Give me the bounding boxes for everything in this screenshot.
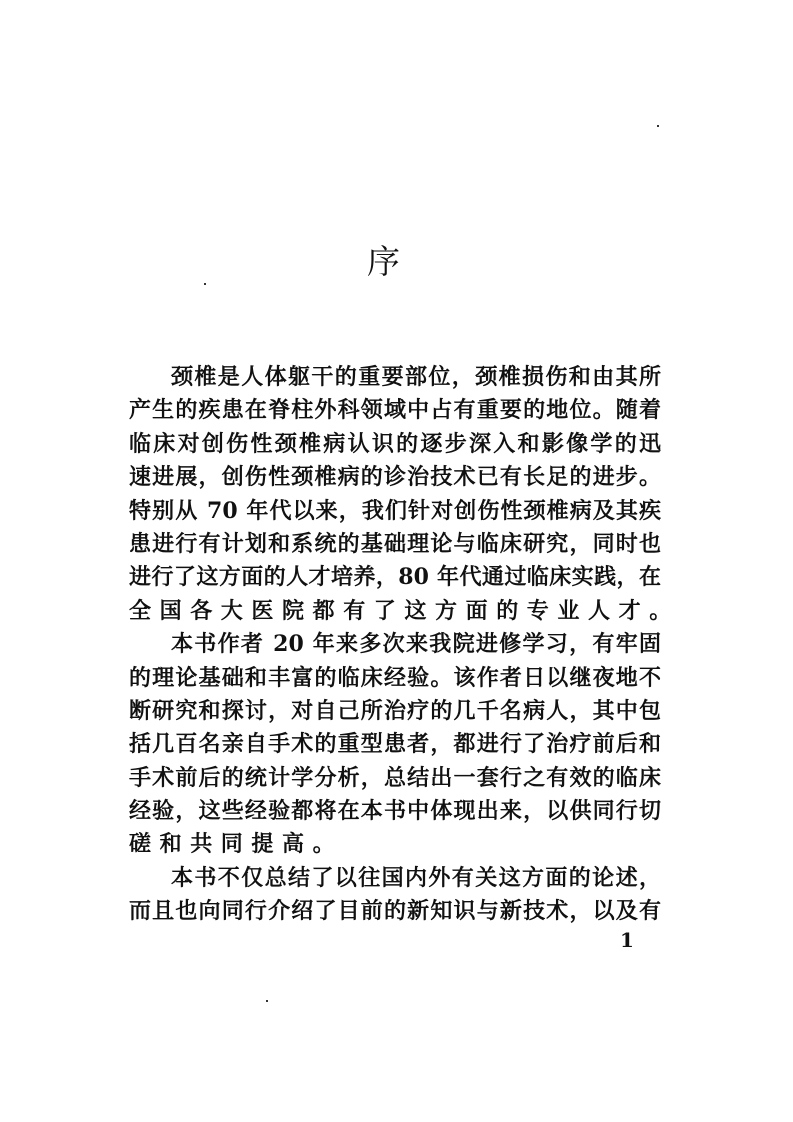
text-line: 本书作者 20 年来多次来我院进修学习，有牢固 [171,631,661,658]
text-line: 颈椎是人体躯干的重要部位，颈椎损伤和由其所 [171,364,661,390]
paragraph-1 [129,361,680,628]
page-title: 序 [367,242,402,281]
text-line: 速进展，创伤性颈椎病的诊治技术已有长足的进步。 [129,464,661,491]
text-line: 经验，这些经验都将在本书中体现出来，以供同行切 [129,798,661,825]
text-line: 断研究和探讨，对自己所治疗的几千名病人，其中包 [129,697,661,724]
scan-speck [266,1000,268,1002]
text-line: 括几百名亲自手术的重型患者，都进行了治疗前后和 [129,731,661,758]
text-line: 患进行有计划和系统的基础理论与临床研究，同时也 [129,530,661,557]
text-line: 全国各大医院都有了这方面的专业人才。 [129,597,680,624]
text-line: 手术前后的统计学分析，总结出一套行之有效的临床 [129,764,661,791]
paragraph-3 [129,862,661,929]
preface-body [129,361,680,929]
text-line: 临床对创伤性颈椎病认识的逐步深入和影像学的迅 [129,430,661,457]
page-number: 1 [620,928,634,952]
scan-speck [204,283,206,285]
text-line: 本书不仅总结了以往国内外有关这方面的论述， [171,864,661,891]
text-line: 进行了这方面的人才培养，80 年代通过临床实践，在 [129,564,661,591]
text-line: 特别从 70 年代以来，我们针对创伤性颈椎病及其疾 [129,497,661,524]
text-line: 磋和共同提高。 [129,831,344,858]
text-line: 产生的疾患在脊柱外科领域中占有重要的地位。随着 [129,397,661,424]
scan-speck [657,125,659,127]
text-line: 而且也向同行介绍了目前的新知识与新技术，以及有 [129,898,661,925]
paragraph-2 [129,628,661,862]
text-line: 的理论基础和丰富的临床经验。该作者日以继夜地不 [129,664,661,691]
